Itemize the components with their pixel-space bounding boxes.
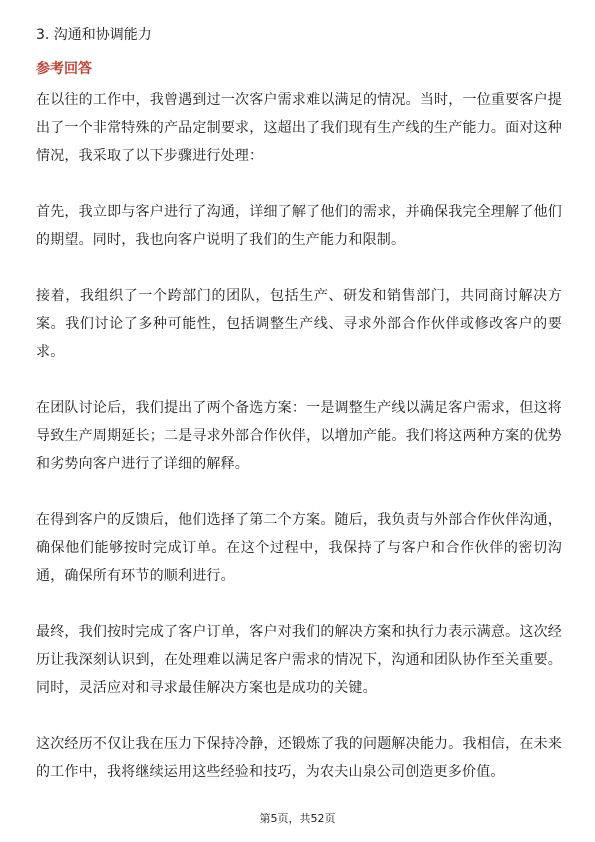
paragraph-2: 首先，我立即与客户进行了沟通，详细了解了他们的需求，并确保我完全理解了他们的期望。同时，我也向客户说明了我们的生产能力和限制。 xyxy=(36,204,562,248)
paragraph-7: 这次经历不仅让我在压力下保持冷静，还锻炼了我的问题解决能力。我相信，在未来的工作中，我将继续运用这些经验和技巧，为农夫山泉公司创造更多价值。 xyxy=(36,736,562,780)
paragraph-4: 在团队讨论后，我们提出了两个备选方案：一是调整生产线以满足客户需求，但这将导致生产周期延长；二是寻求外部合作伙伴，以增加产能。我们将这两种方案的优势和劣势向客户进行了详细的解释。 xyxy=(36,400,562,472)
paragraph-6: 最终，我们按时完成了客户订单，客户对我们的解决方案和执行力表示满意。这次经历让我深刻认识到，在处理难以满足客户需求的情况下，沟通和团队协作至关重要。同时，灵活应对和寻求最佳解决方案也是成功的关键。 xyxy=(36,624,562,696)
paragraph-1: 在以往的工作中，我曾遇到过一次客户需求难以满足的情况。当时，一位重要客户提出了一个非常特殊的产品定制要求，这超出了我们现有生产线的生产能力。面对这种情况，我采取了以下步骤进行处理： xyxy=(36,92,562,164)
page-number-footer: 第5页，共52页 xyxy=(259,812,336,825)
paragraph-5: 在得到客户的反馈后，他们选择了第二个方案。随后，我负责与外部合作伙伴沟通，确保他们能够按时完成订单。在这个过程中，我保持了与客户和合作伙伴的密切沟通，确保所有环节的顺利进行。 xyxy=(36,512,562,584)
reference-answer-label: 参考回答 xyxy=(36,61,92,77)
answer-body xyxy=(36,86,562,814)
paragraph-3: 接着，我组织了一个跨部门的团队，包括生产、研发和销售部门，共同商讨解决方案。我们讨论了多种可能性，包括调整生产线、寻求外部合作伙伴或修改客户的要求。 xyxy=(36,288,562,360)
section-heading: 3. 沟通和协调能力 xyxy=(36,27,152,43)
